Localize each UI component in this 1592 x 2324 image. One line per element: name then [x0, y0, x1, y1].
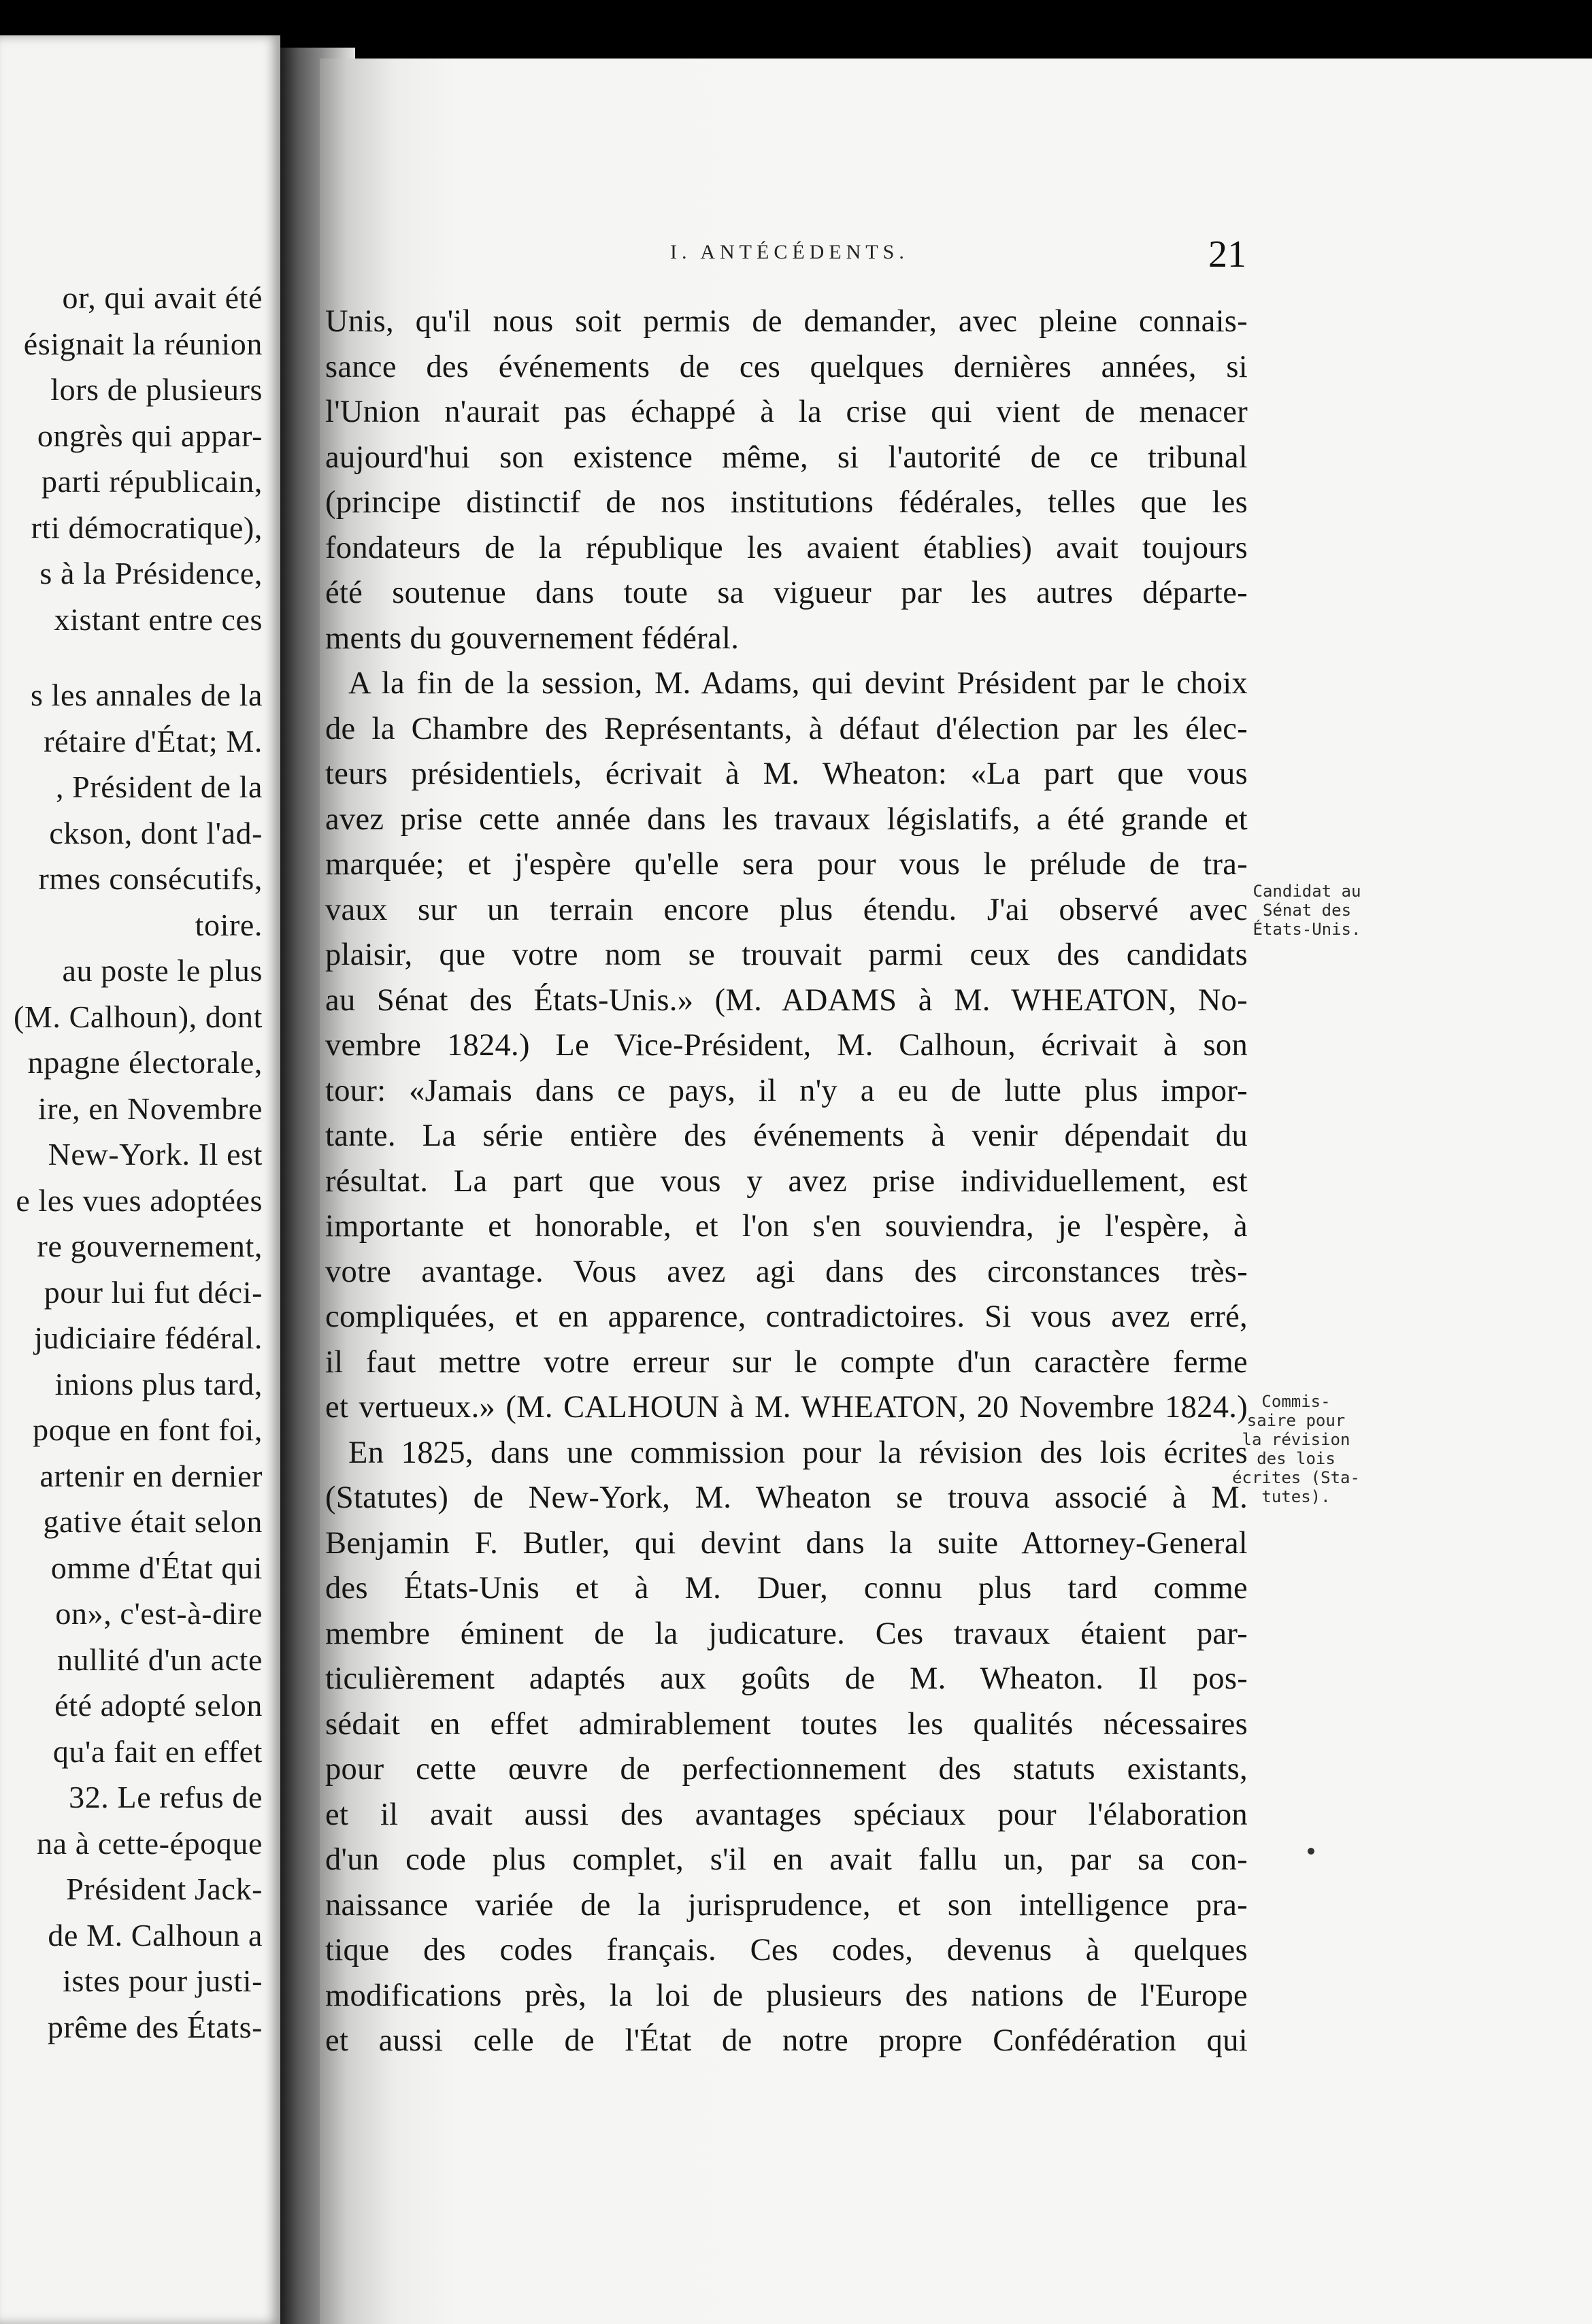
body-line: plaisir, que votre nom se trouvait parmi ceux des candidats	[325, 937, 1248, 972]
margin-note-line: écrites (Sta-	[1232, 1468, 1360, 1487]
body-line: votre avantage. Vous avez agi dans des circonstances très-	[325, 1254, 1248, 1289]
body-line: modifications près, la loi de plusieurs des nations de l'Europe	[325, 1978, 1248, 2013]
previous-page-line: judiciaire fédéral.	[34, 1321, 263, 1355]
body-line: sance des événements de ces quelques dernières années, si	[325, 349, 1248, 384]
margin-note-line: Commis-	[1261, 1392, 1331, 1411]
previous-page-line: ésignait la réunion	[23, 326, 263, 361]
margin-note-line: saire pour	[1246, 1411, 1346, 1430]
previous-page-line: qu'a fait en effet	[52, 1733, 263, 1769]
body-line: Benjamin F. Butler, qui devint dans la suite Attorney-General	[325, 1525, 1248, 1561]
page-number: 21	[1208, 233, 1246, 276]
previous-page-line: Président Jack-	[66, 1872, 263, 1906]
previous-page-line: istes pour justi-	[63, 1963, 263, 1998]
body-line: pour cette œuvre de perfectionnement des statuts existants,	[325, 1752, 1248, 1787]
body-line: tante. La série entière des événements à venir dépendait du	[325, 1118, 1248, 1153]
body-line: marquée; et j'espère qu'elle sera pour vous le prélude de tra-	[325, 847, 1248, 882]
previous-page-line: nullité d'un acte	[56, 1642, 263, 1677]
body-line: importante et honorable, et l'on s'en souviendra, je l'espère, à	[325, 1209, 1248, 1244]
stray-mark	[1308, 1848, 1314, 1855]
previous-page-line: au poste le plus	[62, 953, 263, 988]
body-line: au Sénat des États-Unis.» (M. ADAMS à M. WHEATON, No-	[325, 982, 1248, 1018]
body-line: teurs présidentiels, écrivait à M. Wheaton: «La part que vous	[325, 757, 1248, 791]
previous-page-line: rétaire d'État; M.	[44, 723, 263, 759]
previous-page-line: or, qui avait été	[62, 280, 263, 315]
body-line: Unis, qu'il nous soit permis de demander, avec pleine connais-	[325, 304, 1248, 339]
margin-note-commissaire	[1225, 1392, 1367, 1506]
previous-page-line: prême des États-	[47, 2009, 263, 2044]
previous-page-line: na à cette-époque	[37, 1825, 263, 1861]
body-line: aujourd'hui son existence même, si l'autorité de ce tribunal	[325, 439, 1248, 475]
previous-page-line: 32. Le refus de	[69, 1780, 263, 1814]
body-line: compliquées, et en apparence, contradictoires. Si vous avez erré,	[325, 1299, 1248, 1334]
previous-page-line: de M. Calhoun a	[48, 1917, 263, 1953]
running-head: I. ANTÉCÉDENTS.	[670, 241, 909, 263]
previous-page-line: s à la Présidence,	[39, 556, 263, 591]
body-line: et vertueux.» (M. CALHOUN à M. WHEATON, 20 Novembre 1824.)	[325, 1390, 1248, 1425]
body-line: En 1825, dans une commission pour la révision des lois écrites	[348, 1435, 1248, 1470]
previous-page-line: gative était selon	[43, 1504, 263, 1539]
previous-page-line: e les vues adoptées	[16, 1182, 263, 1218]
previous-page-text	[0, 275, 263, 2050]
previous-page-line: (M. Calhoun), dont	[14, 999, 263, 1034]
body-line: ments du gouvernement fédéral.	[325, 620, 740, 656]
margin-note-line: Sénat des	[1262, 901, 1352, 920]
margin-note-line: États-Unis.	[1253, 920, 1361, 939]
body-line: sédait en effet admirablement toutes les qualités nécessaires	[325, 1706, 1248, 1742]
previous-page-line: artenir en dernier	[39, 1458, 263, 1493]
previous-page-line: on», c'est-à-dire	[55, 1596, 263, 1631]
body-line: (principe distinctif de nos institutions fédérales, telles que les	[325, 485, 1248, 520]
body-line: et il avait aussi des avantages spéciaux pour l'élaboration	[325, 1797, 1248, 1832]
previous-page-line: rmes consécutifs,	[38, 861, 263, 896]
previous-page	[0, 35, 280, 2324]
previous-page-line: npagne électorale,	[27, 1045, 263, 1080]
previous-page-line: s les annales de la	[31, 678, 263, 712]
body-line: membre éminent de la judicature. Ces travaux étaient par-	[325, 1616, 1248, 1651]
previous-page-line: été adopté selon	[54, 1688, 263, 1723]
body-line: il faut mettre votre erreur sur le compte d'un caractère ferme	[325, 1344, 1248, 1380]
previous-page-line: parti républicain,	[41, 464, 263, 499]
body-line: d'un code plus complet, s'il en avait fallu un, par sa con-	[325, 1842, 1248, 1877]
previous-page-line: lors de plusieurs	[50, 372, 263, 407]
previous-page-line: rti démocratique),	[31, 510, 263, 545]
body-line: naissance variée de la jurisprudence, et son intelligence pra-	[325, 1887, 1248, 1923]
previous-page-line: toire.	[195, 907, 263, 942]
previous-page-line: omme d'État qui	[50, 1550, 263, 1585]
previous-page-line: ongrès qui appar-	[37, 418, 263, 453]
body-line: tour: «Jamais dans ce pays, il n'y a eu de lutte plus impor-	[325, 1073, 1248, 1108]
body-text	[325, 299, 1248, 2064]
previous-page-line: inions plus tard,	[54, 1366, 263, 1401]
body-line: A la fin de la session, M. Adams, qui devint Président par le choix	[348, 666, 1248, 701]
previous-page-line: pour lui fut déci-	[44, 1274, 263, 1310]
body-line: et aussi celle de l'État de notre propre Confédération qui	[325, 2023, 1248, 2058]
margin-note-line: Candidat au	[1253, 882, 1361, 901]
margin-note-line: tutes).	[1261, 1487, 1331, 1506]
previous-page-line: re gouvernement,	[37, 1229, 263, 1263]
previous-page-line: , Président de la	[55, 769, 263, 804]
body-line: ticulièrement adaptés aux goûts de M. Wheaton. Il pos-	[325, 1661, 1248, 1696]
body-line: été soutenue dans toute sa vigueur par les autres départe-	[325, 576, 1248, 610]
previous-page-line: xistant entre ces	[54, 601, 263, 637]
previous-page-line: poque en font foi,	[33, 1412, 263, 1447]
margin-note-candidat	[1236, 882, 1378, 939]
previous-page-line: New-York. Il est	[48, 1137, 263, 1172]
body-line: vembre 1824.) Le Vice-Président, M. Calhoun, écrivait à son	[325, 1028, 1248, 1063]
body-line: l'Union n'aurait pas échappé à la crise qui vient de menacer	[325, 395, 1248, 429]
body-line: (Statutes) de New-York, M. Wheaton se trouva associé à M.	[325, 1480, 1248, 1515]
body-line: de la Chambre des Représentants, à défaut d'élection par les élec-	[325, 711, 1248, 746]
body-line: fondateurs de la république les avaient établies) avait toujours	[325, 530, 1248, 565]
body-line: avez prise cette année dans les travaux législatifs, a été grande et	[325, 801, 1248, 837]
body-line: résultat. La part que vous y avez prise individuellement, est	[325, 1163, 1248, 1199]
previous-page-line: ckson, dont l'ad-	[49, 815, 263, 850]
body-line: tique des codes français. Ces codes, devenus à quelques	[325, 1933, 1248, 1968]
body-line: des États-Unis et à M. Duer, connu plus tard comme	[325, 1571, 1248, 1606]
previous-page-line	[0, 642, 263, 672]
margin-note-line: la révision	[1242, 1430, 1350, 1449]
body-line: vaux sur un terrain encore plus étendu. J'ai observé avec	[325, 892, 1248, 927]
margin-note-line: des lois	[1257, 1449, 1336, 1468]
previous-page-line: ire, en Novembre	[37, 1091, 263, 1126]
